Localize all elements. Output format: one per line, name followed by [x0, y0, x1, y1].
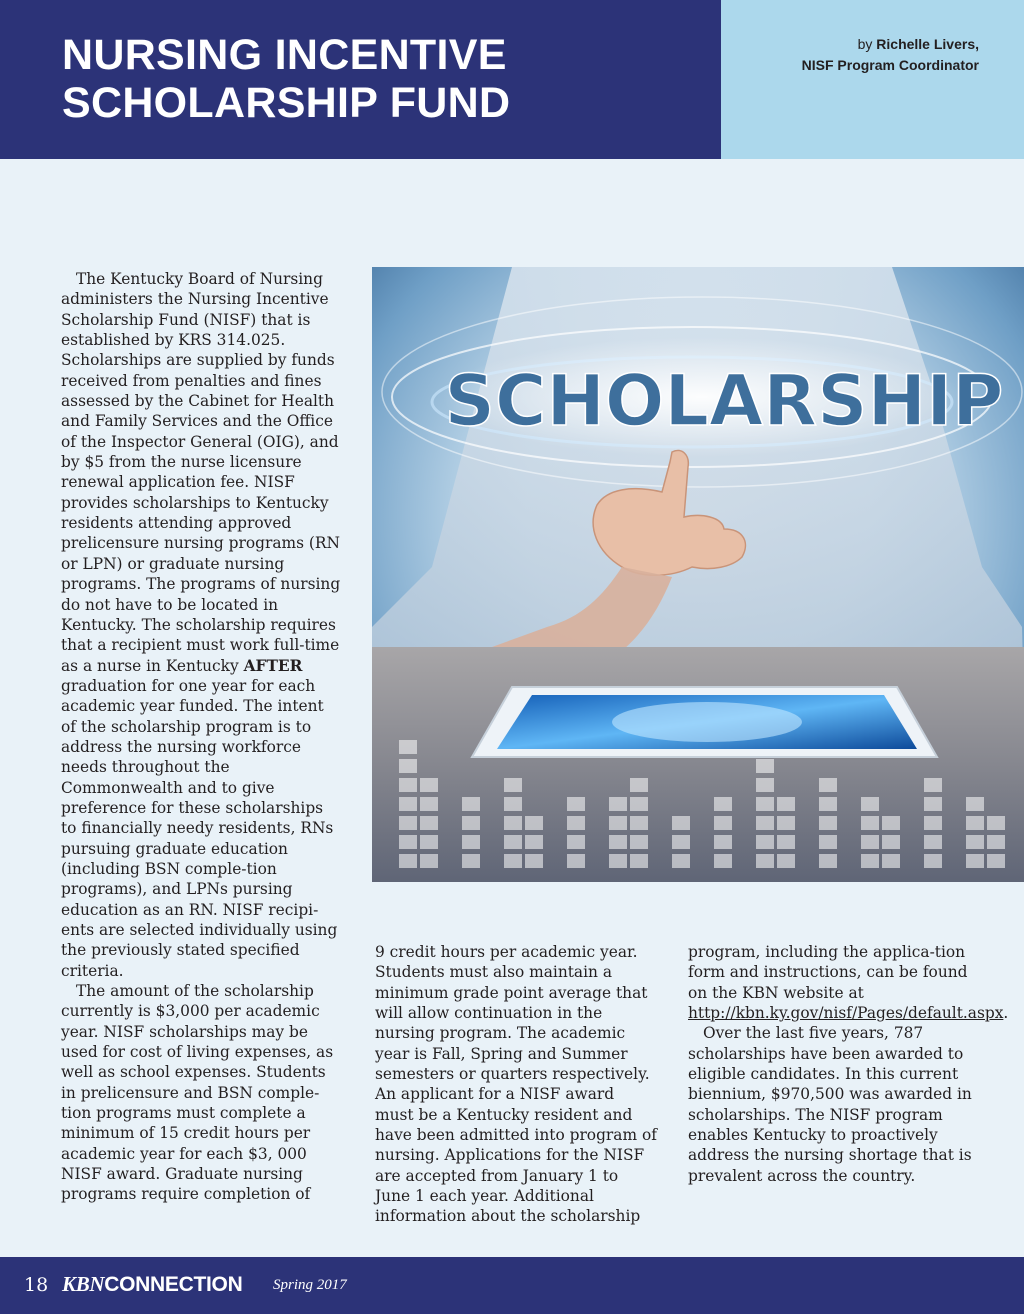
paragraph-text: graduation for one year for each academic year funded. The intent of the scholarship program is to address the nursing workforce needs throughout the Commonwealth and to give preference for these scholarships to financially needy residents, RNs pursuing graduate education (including BSN comple-tion programs), and LPNs pursing education as an RN. NISF recipi-ents are selected individually using the previously stated specified criteria. — [61, 676, 338, 980]
paragraph: The amount of the scholarship currently is $3,000 per academic year. NISF scholarships may be used for cost of living expenses, as well as school expenses. Students in prelicensure and BSN comple-tion programs must complete a minimum of 15 credit hours per academic year for each $3, 000 NISF award. Graduate nursing programs require completion of — [61, 982, 334, 1204]
article-column-3 — [688, 942, 1009, 1186]
article-title — [62, 31, 510, 127]
page-footer — [0, 1257, 1024, 1314]
paragraph-text: program, including the applica-tion form and instructions, can be found on the KBN website at — [688, 943, 968, 1002]
title-line-2: SCHOLARSHIP FUND — [62, 79, 511, 127]
paragraph — [688, 942, 1009, 1023]
logo-connection: CONNECTION — [104, 1273, 243, 1296]
scholarship-photo — [372, 267, 1024, 882]
paragraph: Over the last five years, 787 scholarships have been awarded to eligible candidates. In this current biennium, $970,500 was awarded in scholarships. The NISF program enables Kentucky to proactively address the nursing shortage that is prevalent across the country. — [688, 1024, 972, 1185]
paragraph: 9 credit hours per academic year. Students must also maintain a minimum grade point average that will allow continuation in the nursing program. The academic year is Fall, Spring and Summer semesters or quarters respectively. An applicant for a NISF award must be a Kentucky resident and have been admitted into program of nursing. Applications for the NISF are accepted from January 1 to June 1 each year. Additional information about the scholarship — [375, 943, 657, 1226]
author-role: NISF Program Coordinator — [801, 57, 979, 73]
scholarship-overlay-text: SCHOLARSHIP — [444, 360, 1004, 442]
issue-label: Spring 2017 — [273, 1277, 347, 1293]
logo-kbn: KBN — [62, 1272, 105, 1296]
byline-panel — [721, 0, 1024, 159]
paragraph-text: . — [1003, 1004, 1009, 1023]
emphasis-after: AFTER — [243, 656, 303, 675]
scholarship-photo-hand-tablet — [372, 267, 1024, 882]
paragraph-text: The Kentucky Board of Nursing administers the Nursing Incentive Scholarship Fund (NISF) that is established by KRS 314.025. Scholarships are supplied by funds received from penalties and fines assessed by the Cabinet for Health and Family Services and the Office of the Inspector General (OIG), and by $5 from the nurse licensure renewal application fee. NISF provides scholarships to Kentucky residents attending approved prelicensure nursing programs (RN or LPN) or graduate nursing programs. The programs of nursing do not have to be located in Kentucky. The scholarship requires that a recipient must work full-time as a nurse in Kentucky — [61, 270, 341, 675]
article-column-1 — [61, 269, 343, 1205]
paragraph — [61, 269, 343, 981]
author-name: Richelle Livers, — [876, 36, 979, 52]
page-number: 18 — [24, 1274, 49, 1296]
title-banner — [0, 0, 721, 159]
byline-prefix: by — [857, 36, 877, 52]
kbn-connection-logo — [62, 1272, 242, 1297]
nisf-website-link[interactable]: http://kbn.ky.gov/nisf/Pages/default.aspx — [688, 1004, 1004, 1023]
article-column-2 — [375, 942, 657, 1227]
byline — [802, 34, 979, 76]
title-line-1: NURSING INCENTIVE — [62, 31, 507, 79]
